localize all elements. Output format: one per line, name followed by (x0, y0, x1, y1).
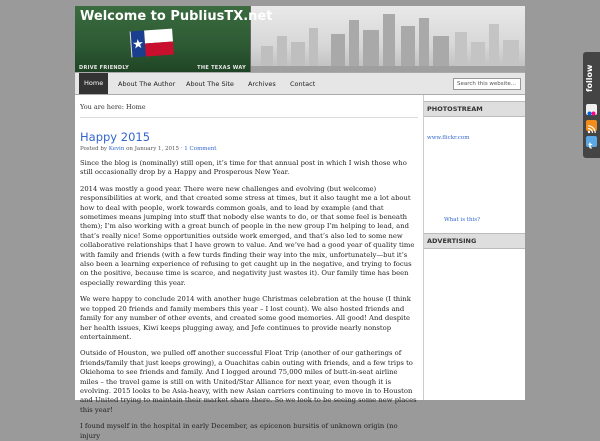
page-wrapper (75, 6, 525, 440)
post-paragraph-3: We were happy to conclude 2014 with another huge Christmas celebration at the house (I think we topped 20 friends and family members this year – I lost count). We also hosted friends and family for any number of other events, and created some good memories. All good! And despite her health issues, Kiwi keeps plugging away, and Jefe continues to provide nearly nonstop entertainment. (80, 295, 411, 341)
tagline-right: THE TEXAS WAY (197, 65, 246, 71)
nav-item-about-the-site[interactable]: About The Site (186, 80, 234, 88)
what-is-this-link[interactable]: What is this? (444, 217, 481, 223)
post-comments-link[interactable]: 1 Comment (184, 146, 217, 152)
texas-flag-icon (130, 29, 174, 58)
post-meta (80, 146, 418, 152)
post-paragraph-4: Outside of Houston, we pulled off another successful Float Trip (another of our gatherings of friends/family that just keeps growing), a Ouachitas cabin outing with friends, and a few trips to Okiehoma to see friends and family. And I logged around 75,000 miles of butt-in-seat airline miles – the travel game is still on with United/Star Alliance for next year, even though it is evolving. 2015 looks to be Asia-heavy, with new Asian carriers continuing to move in to Houston and United trying to maintain their market share there. So we look to be seeing some new places this year! (80, 349, 417, 414)
breadcrumb: You are here: Home (80, 95, 418, 118)
post-date: on January 1, 2015 · (126, 146, 183, 152)
main-content (75, 95, 424, 440)
follow-label[interactable]: follow (585, 64, 594, 92)
advertising-heading: ADVERTISING (424, 233, 525, 249)
sidebar (424, 95, 525, 400)
rss-icon[interactable] (586, 120, 597, 131)
svg-text:t: t (588, 141, 593, 151)
post-paragraph-2: 2014 was mostly a good year. There were new challenges and evolving (but welcome) responsibilities at work, and that created some stress at times, but it also taught me a lot about how to deal with people, work towards common goals, and to lead by example (and that sometimes means jumping into stuff that nobody else wants to do, or that some feel is beneath them); I’m also working with a great bunch of people in the new group I’m helping to lead, and that’s really nice! Some opportunities outside work emerged, and that’s also led to some new collaborative relationships that I have grown to value. And we’ve had a good year of quality time with family and friends (with a few turds finding their way into the mix, unfortunately—but it’s also been a learning experience of refusing to get caught up in the negative, and trying to focus on the positive, because time is scarce, and negativity just wastes it). Our family time has been especially rewarding this year. (80, 184, 415, 287)
post-paragraph-1: Since the blog is (nominally) still open, it’s time for that annual post in which I wish those who still occasionally drop by a Happy and Prosperous New Year. (80, 159, 407, 177)
flickr-icon[interactable] (586, 104, 597, 115)
twitter-icon[interactable] (586, 136, 597, 151)
post-title[interactable]: Happy 2015 (80, 130, 151, 144)
nav-item-contact[interactable]: Contact (290, 80, 316, 88)
post-meta-prefix: Posted by (80, 146, 107, 152)
photostream-heading: PHOTOSTREAM (424, 101, 525, 117)
flickr-link[interactable]: www.flickr.com (427, 135, 470, 141)
nav-item-about-the-author[interactable]: About The Author (118, 80, 176, 88)
tagline-left: DRIVE FRIENDLY (79, 65, 129, 71)
follow-tab[interactable] (583, 52, 600, 158)
post-author-link[interactable]: Kevin (108, 146, 125, 152)
site-banner[interactable] (75, 6, 273, 72)
post-paragraph-5: I found myself in the hospital in early December, as epicenon bursitis of unknown origin (no injury (80, 422, 398, 440)
site-title[interactable]: Welcome to PubliusTX.net (80, 9, 273, 24)
city-skyline-image (251, 6, 525, 72)
nav-item-home[interactable]: Home (79, 73, 108, 94)
main-navigation (75, 72, 525, 95)
site-header (75, 6, 525, 72)
nav-item-archives[interactable]: Archives (248, 80, 276, 88)
site-tagline (75, 65, 250, 71)
search-input[interactable]: Search this website... (453, 78, 521, 90)
